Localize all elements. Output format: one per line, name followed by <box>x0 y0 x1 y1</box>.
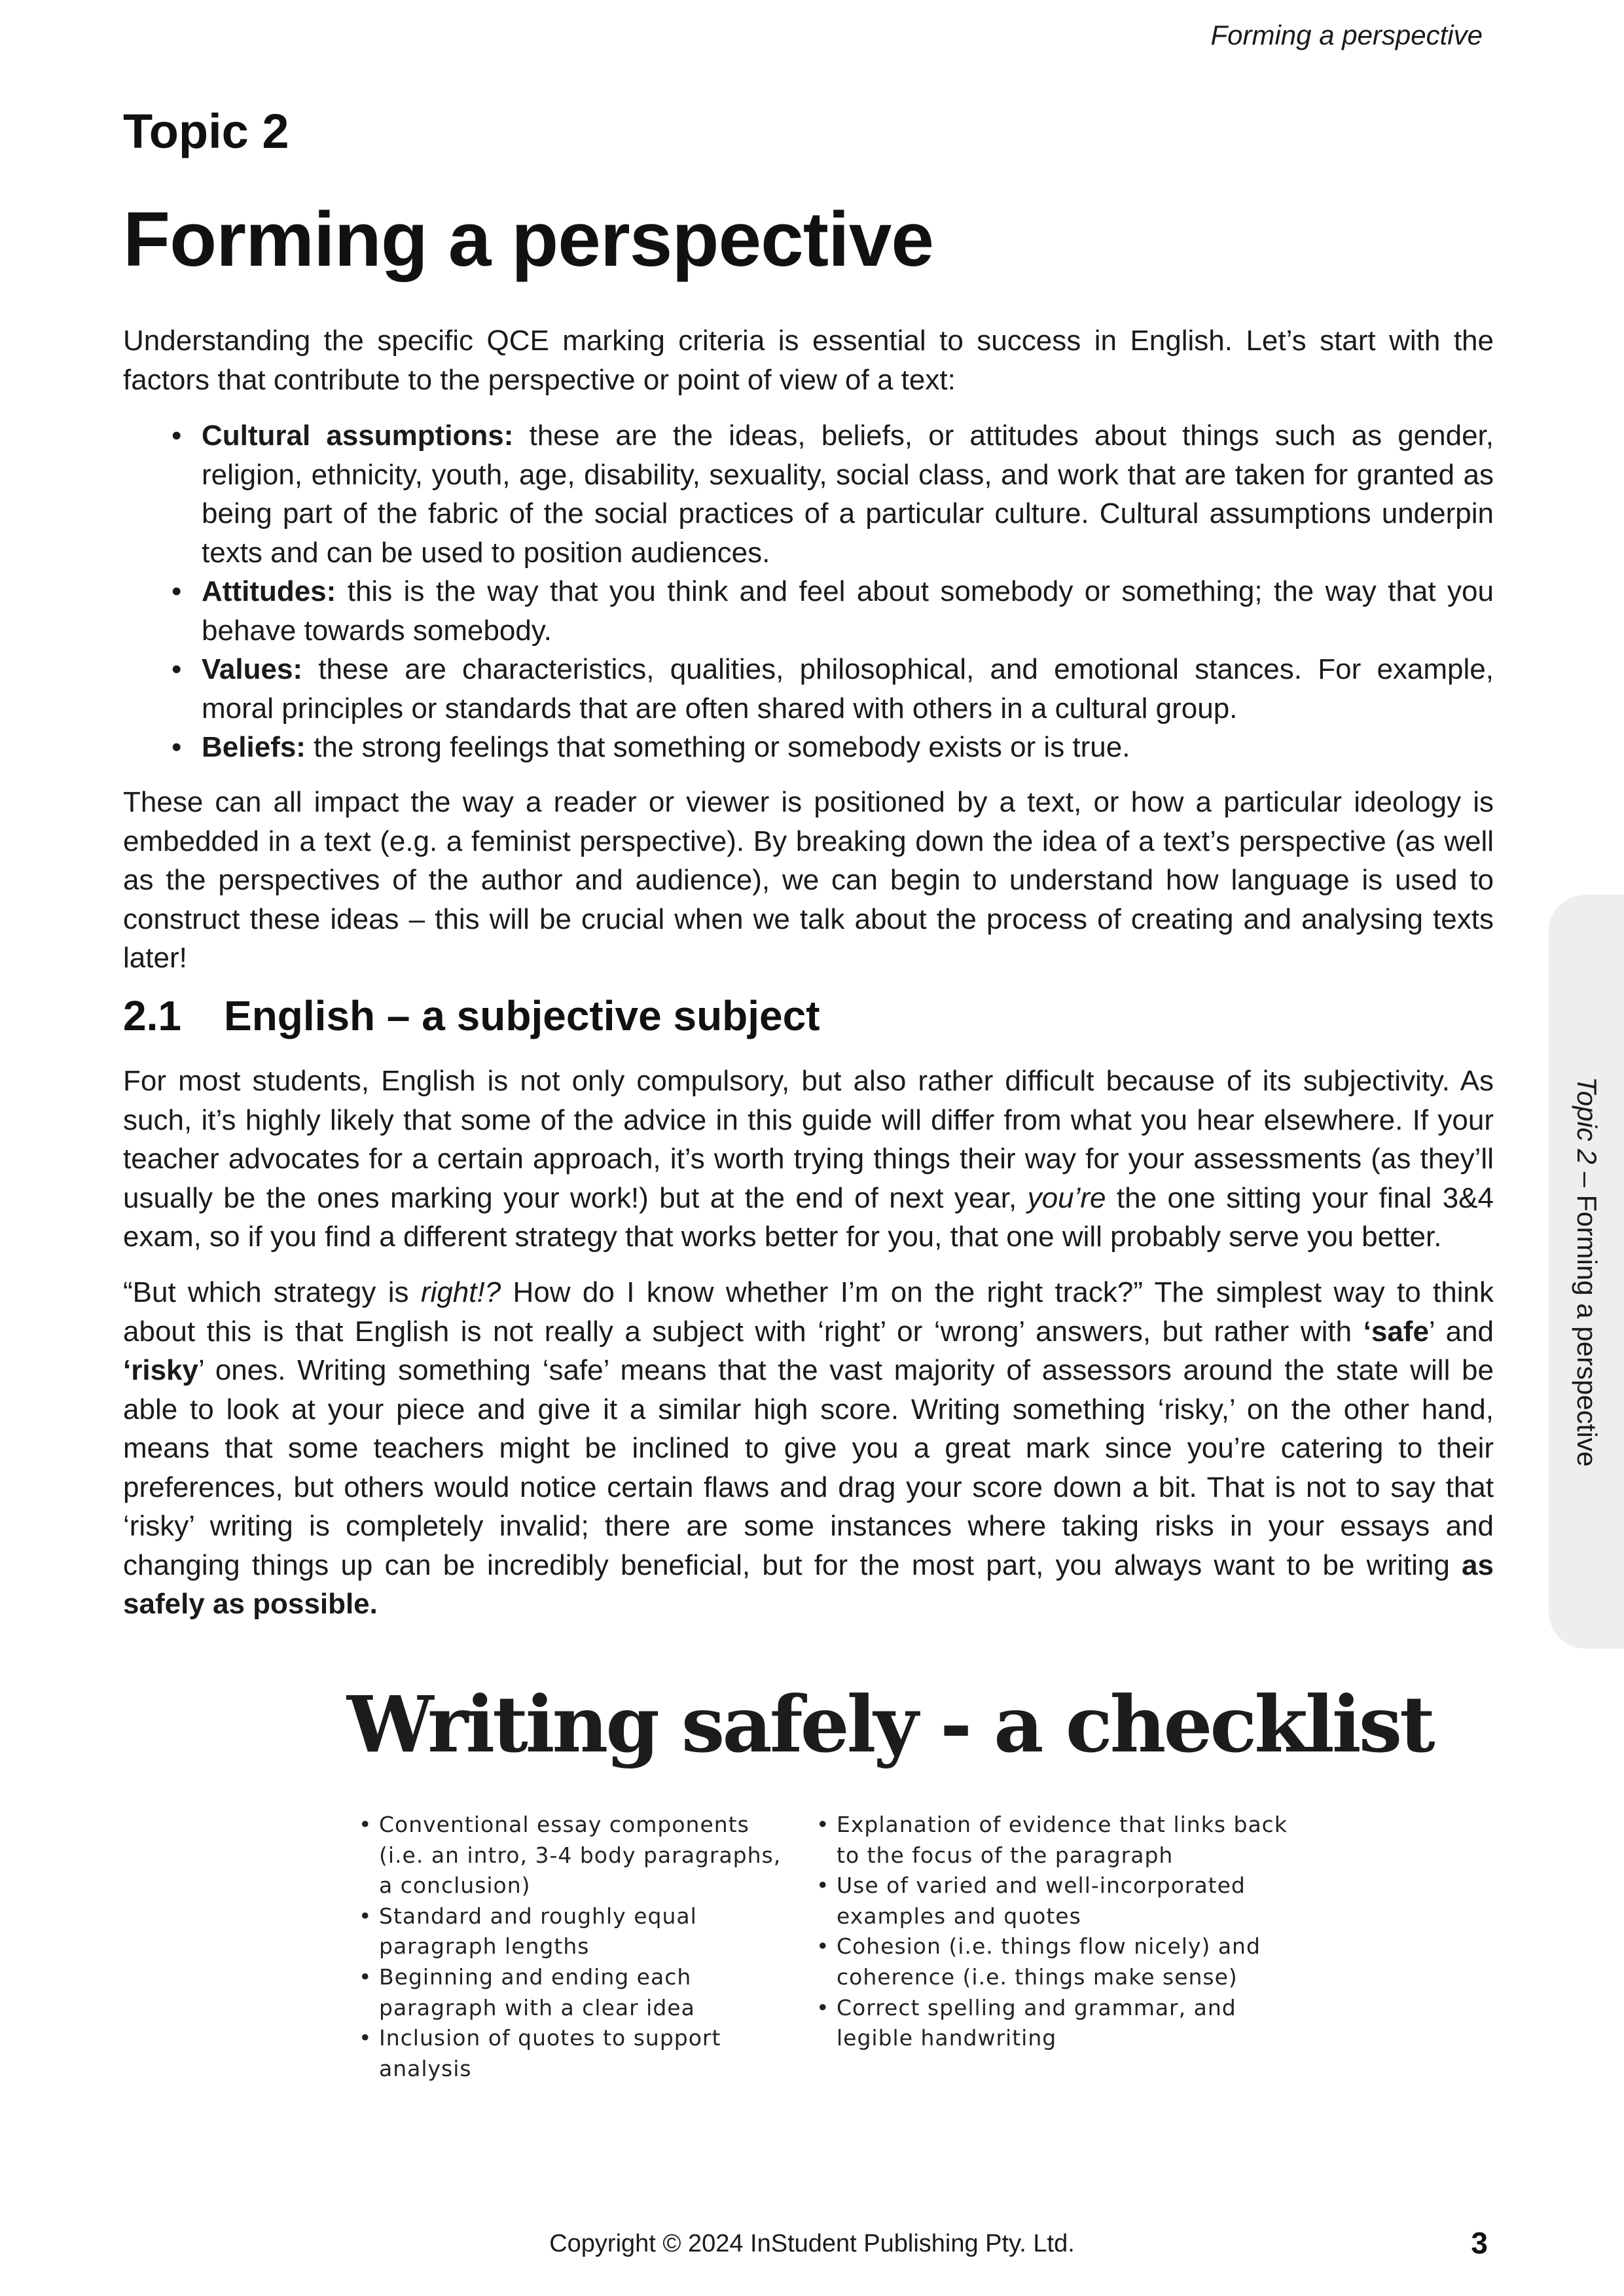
factor-text: these are the ideas, beliefs, or attitudes about things such as gender, religion, ethnicity, youth, age, disability, sexuality, social class, and work that are taken for granted as being part of the fabric of the social practices of a particular culture. Cultural assumptions underpin texts and can be used to position audiences. <box>202 420 1494 569</box>
list-item <box>171 572 1494 650</box>
list-item: • Inclusion of quotes to support analysis <box>359 2023 791 2084</box>
text-run: “But which strategy is <box>123 1276 421 1308</box>
factor-term: Attitudes: <box>202 575 336 607</box>
topic-label: Topic 2 <box>123 104 289 158</box>
side-tab-topic: Topic 2 <box>1572 1076 1602 1164</box>
list-item: • Use of varied and well-incorporated examples and quotes <box>816 1871 1314 1931</box>
bold-risky: ‘risky <box>123 1354 198 1386</box>
list-item: • Correct spelling and grammar, and legible handwriting <box>816 1993 1314 2054</box>
text-run: ’ and <box>1428 1315 1494 1348</box>
list-item <box>171 416 1494 572</box>
list-item: • Explanation of evidence that links back to the focus of the paragraph <box>816 1810 1314 1871</box>
factor-term: Cultural assumptions: <box>202 420 514 452</box>
intro-paragraph <box>123 321 1494 399</box>
perspective-factor-list <box>171 416 1494 767</box>
section-paragraph-2 <box>123 1273 1494 1624</box>
text-run: the one sitting your final 3&4 exam, so if you find a different strategy that works better for you, that one will probably serve you better. <box>123 1181 1494 1253</box>
factor-text: this is the way that you think and feel about somebody or something; the way that you behave towards somebody. <box>202 575 1494 647</box>
list-item: • Cohesion (i.e. things flow nicely) and coherence (i.e. things make sense) <box>816 1931 1314 1992</box>
section-number: 2.1 <box>123 992 181 1039</box>
checklist-right-column <box>816 1810 1314 2054</box>
list-item: • Conventional essay components (i.e. an intro, 3-4 body paragraphs, a conclusion) <box>359 1810 791 1901</box>
section-heading <box>123 992 820 1040</box>
list-item: • Standard and roughly equal paragraph lengths <box>359 1901 791 1962</box>
side-tab-title: – Forming a perspective <box>1572 1164 1602 1467</box>
checklist-left-column <box>359 1810 791 2084</box>
footer-copyright: Copyright © 2024 InStudent Publishing Pty. Ltd. <box>549 2230 1075 2257</box>
text-run: For most students, English is not only compulsory, but also rather difficult because of its subjectivity. As such, it’s highly likely that some of the advice in this guide will differ from what you hear elsewhere. If your teacher advocates for a certain approach, it’s worth trying things their way for your assessments (as they’ll usually be the ones marking your work!) but at the end of next year, <box>123 1065 1494 1214</box>
after-list-paragraph: These can all impact the way a reader or viewer is positioned by a text, or how a particular ideology is embedded in a text (e.g. a feminist perspective). By breaking down the idea of a text’s perspective (as well as the perspectives of the author and audience), we can begin to understand how language is used to construct these ideas – this will be crucial when we talk about the process of creating and analysing texts later! <box>123 786 1494 974</box>
factor-term: Beliefs: <box>202 731 306 763</box>
list-item <box>171 650 1494 728</box>
bold-safe: ‘safe <box>1363 1315 1429 1348</box>
intro-text: Understanding the specific QCE marking criteria is essential to success in English. Let’s start with the factors that contribute to the perspective or point of view of a text: <box>123 325 1494 396</box>
side-tab-label <box>1571 1077 1602 1467</box>
section-paragraph-1 <box>123 1062 1494 1257</box>
list-item <box>171 728 1494 767</box>
page-number: 3 <box>1471 2226 1488 2260</box>
factor-text: the strong feelings that something or somebody exists or is true. <box>305 731 1130 763</box>
running-header: Forming a perspective <box>1210 20 1483 50</box>
factor-term: Values: <box>202 653 303 685</box>
text-run: How do I know whether I’m on the right track?” The simplest way to think about this is that English is not really a subject with ‘right’ or ‘wrong’ answers, but rather with <box>123 1276 1494 1348</box>
page-title: Forming a perspective <box>123 196 934 283</box>
side-tab <box>1549 895 1624 1649</box>
checklist-title: Writing safely - a checklist <box>347 1679 1433 1770</box>
factor-text: these are characteristics, qualities, philosophical, and emotional stances. For example, moral principles or standards that are often shared with others in a cultural group. <box>202 653 1494 725</box>
list-item: • Beginning and ending each paragraph with a clear idea <box>359 1962 791 2023</box>
section-title: English – a subjective subject <box>224 992 820 1039</box>
bold-closing: as safely as possible. <box>123 1549 1494 1620</box>
text-run: ’ ones. Writing something ‘safe’ means that the vast majority of assessors around the state will be able to look at your piece and give it a similar high score. Writing something ‘risky,’ on the other hand, means that some teachers might be inclined to give you a great mark since you’re catering to their preferences, but others would notice certain flaws and drag your score down a bit. That is not to say that ‘risky’ writing is completely invalid; there are some instances where taking risks in your essays and changing things up can be incredibly beneficial, but for the most part, you always want to be writing <box>123 1354 1494 1581</box>
emphasis-text: you’re <box>1027 1181 1106 1214</box>
emphasis-text: right!? <box>420 1276 501 1308</box>
